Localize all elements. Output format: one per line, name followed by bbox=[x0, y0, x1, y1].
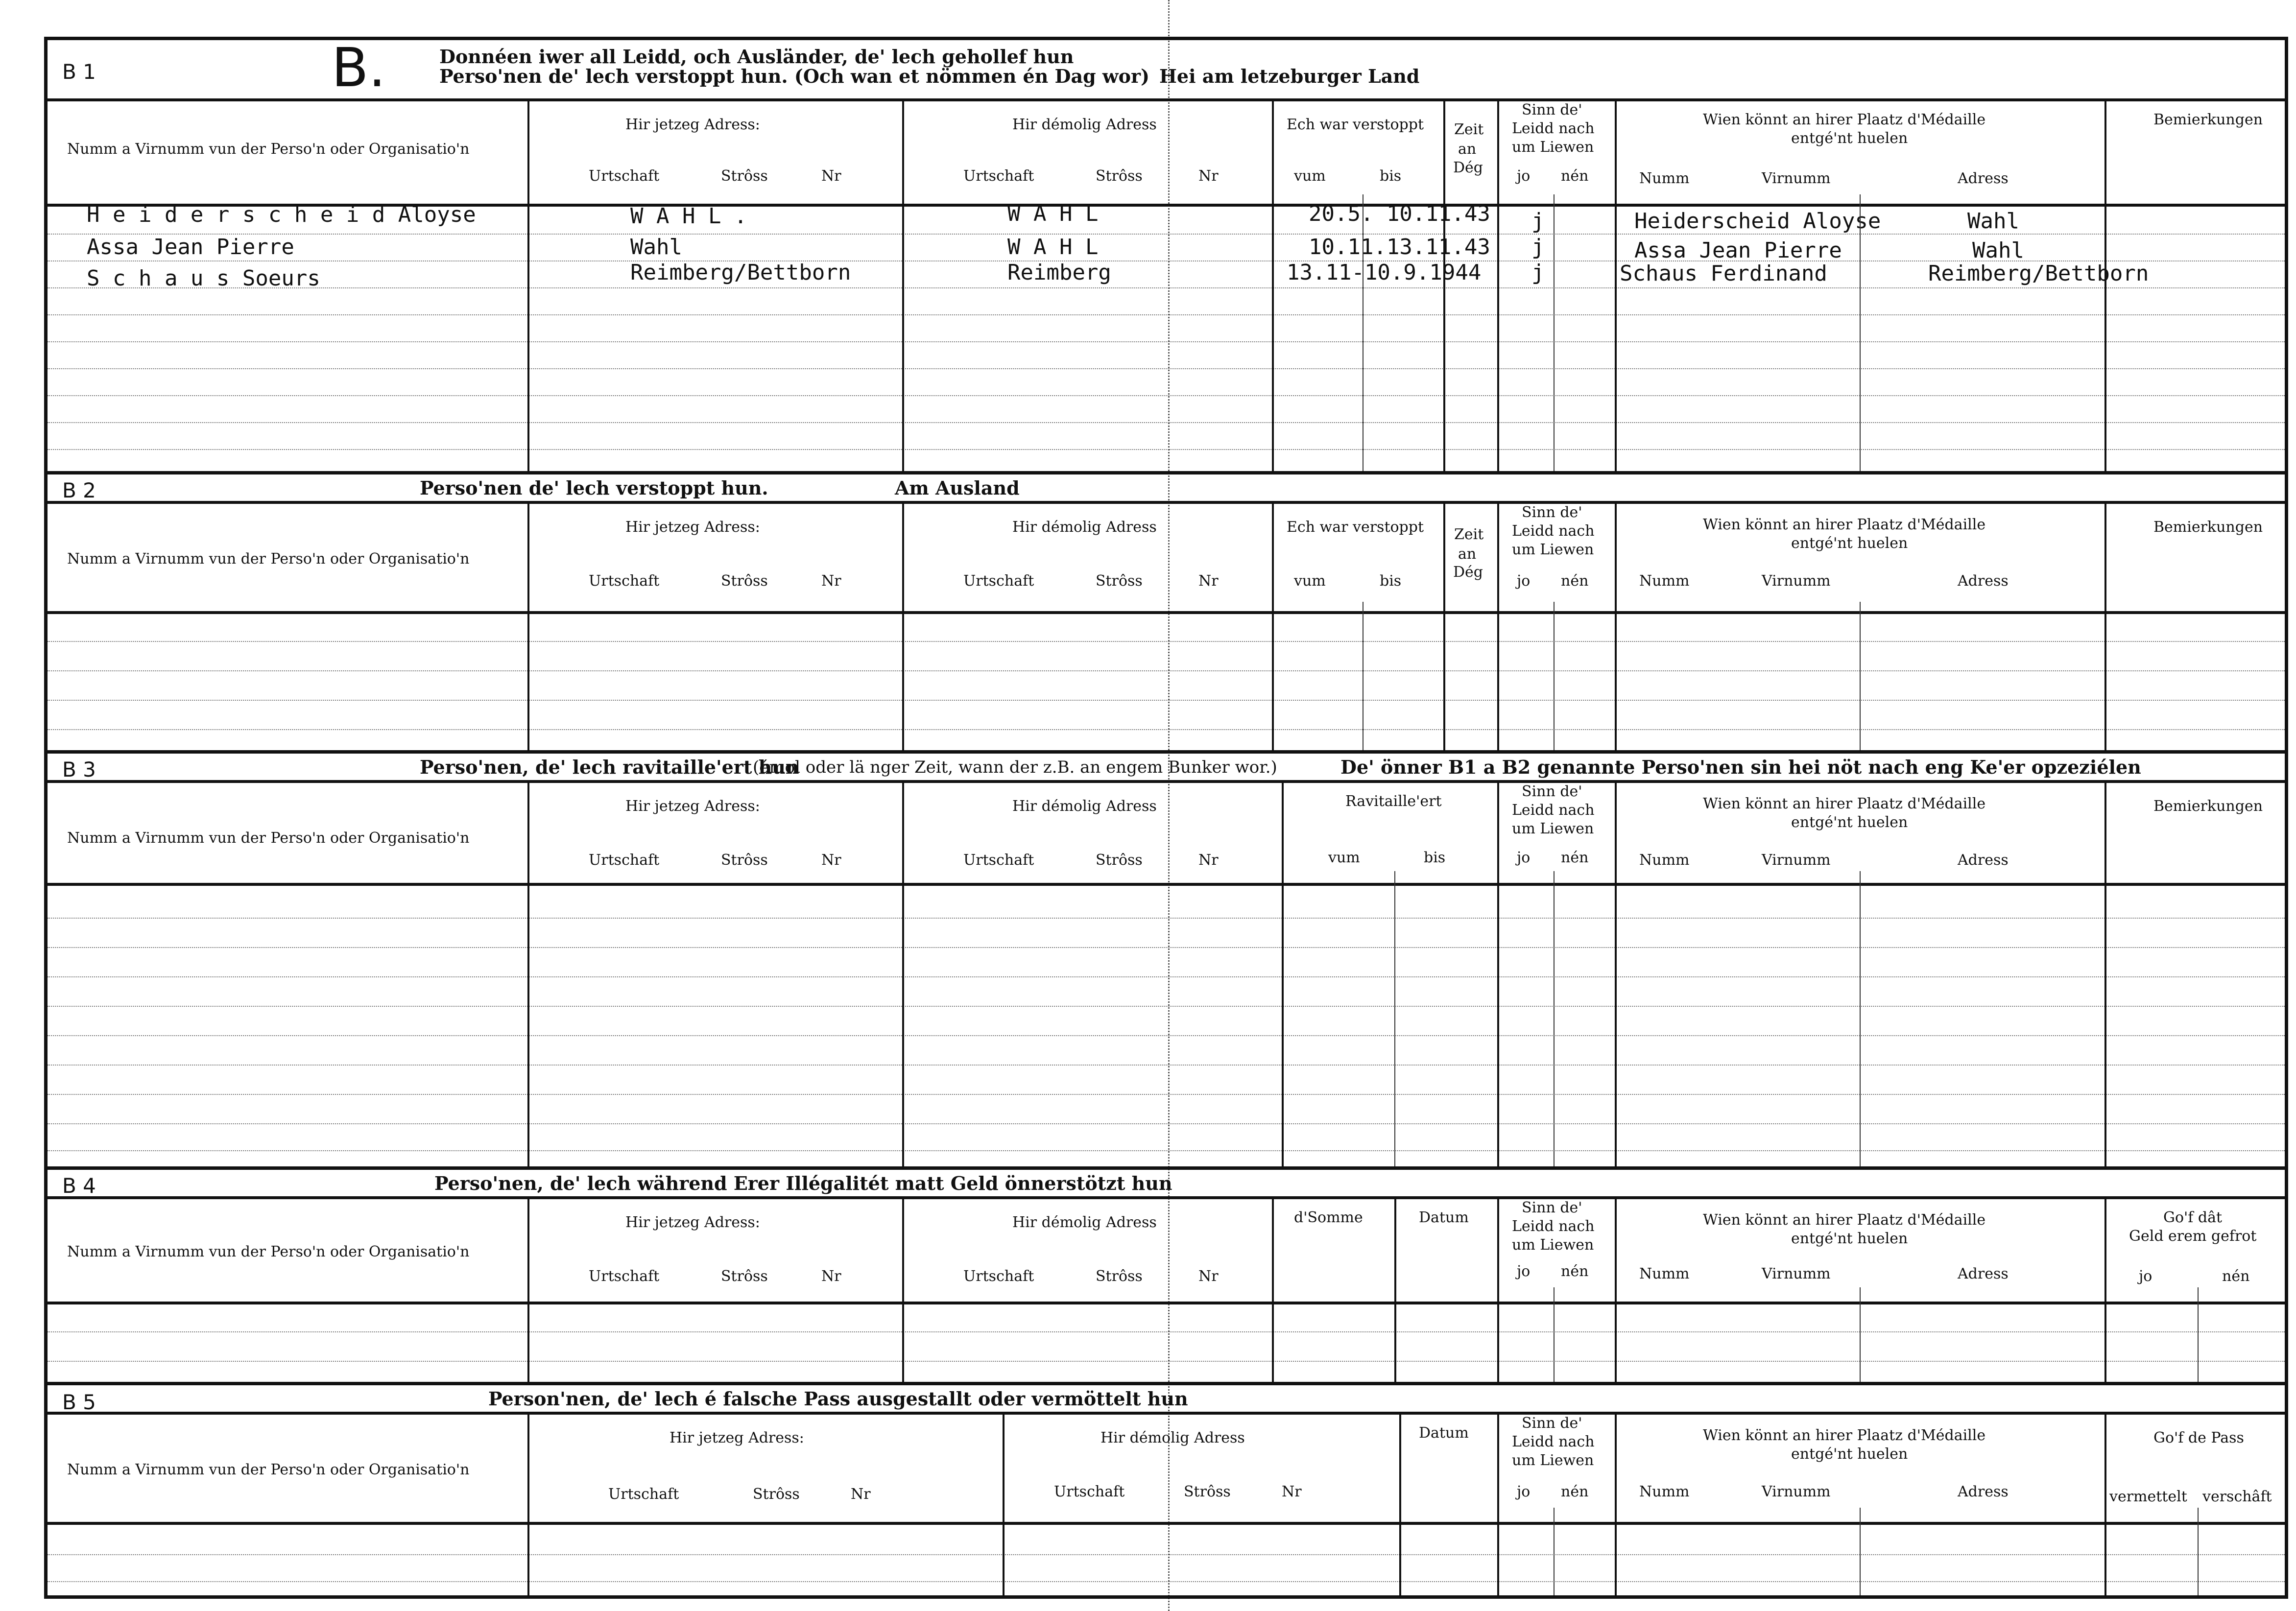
column-divider bbox=[1554, 1287, 1555, 1382]
header-nen: nén bbox=[1561, 849, 1589, 866]
header-sinn3: um Liewen bbox=[1512, 820, 1594, 837]
header-sinn2: Leidd nach bbox=[1512, 802, 1595, 819]
header-zeit-an: an bbox=[1458, 545, 1477, 563]
header-nr: Nr bbox=[1198, 852, 1219, 869]
header-stross: Strôss bbox=[1096, 572, 1143, 590]
header-numm: Numm bbox=[1639, 572, 1690, 590]
column-header-row bbox=[48, 1415, 2285, 1525]
header-nr: Nr bbox=[1198, 572, 1219, 590]
header-nr: Nr bbox=[821, 1268, 841, 1285]
header-sinn2: Leidd nach bbox=[1512, 1433, 1595, 1450]
column-divider bbox=[527, 1199, 529, 1382]
former-address: W A H L bbox=[1007, 235, 1099, 260]
header-former-address: Hir démolig Adress bbox=[1012, 116, 1157, 133]
row-line bbox=[48, 1581, 2285, 1582]
header-zeit-an: an bbox=[1458, 141, 1477, 158]
header-urtschaft: Urtschaft bbox=[589, 167, 660, 185]
section-b5 bbox=[48, 1382, 2285, 1595]
header-adress: Adress bbox=[1958, 572, 2009, 590]
header-nen: nén bbox=[2222, 1268, 2250, 1285]
section-b2 bbox=[48, 471, 2285, 750]
row-line bbox=[48, 670, 2285, 671]
medal-address: Wahl bbox=[1972, 238, 2024, 263]
header-zeit: Zeit bbox=[1454, 121, 1484, 138]
column-divider bbox=[2105, 1199, 2106, 1382]
row-line bbox=[48, 729, 2285, 730]
column-header-row bbox=[48, 504, 2285, 614]
header-urtschaft: Urtschaft bbox=[589, 572, 660, 590]
header-current-address: Hir jetzeg Adress: bbox=[625, 1214, 760, 1231]
header-numm: Numm bbox=[1639, 170, 1690, 187]
registration-form bbox=[44, 37, 2288, 1599]
column-divider bbox=[1860, 871, 1861, 1166]
header-vermettelt: vermettelt bbox=[2109, 1488, 2187, 1505]
column-divider bbox=[1615, 783, 1617, 1166]
header-verschaft: verschâft bbox=[2202, 1488, 2272, 1505]
header-adress: Adress bbox=[1958, 852, 2009, 869]
column-divider bbox=[1497, 504, 1499, 750]
header-numm: Numm bbox=[1639, 1265, 1690, 1282]
column-divider bbox=[2198, 1508, 2199, 1595]
header-jo: jo bbox=[1517, 849, 1531, 866]
column-divider bbox=[1272, 1199, 1274, 1382]
column-divider bbox=[2198, 1287, 2199, 1382]
form-letter: B. bbox=[332, 36, 386, 99]
column-divider bbox=[1554, 871, 1555, 1166]
header-current-address: Hir jetzeg Adress: bbox=[625, 116, 760, 133]
header-former-address: Hir démolig Adress bbox=[1012, 519, 1157, 536]
column-divider bbox=[2105, 1415, 2106, 1595]
header-current-address: Hir jetzeg Adress: bbox=[625, 798, 760, 815]
column-divider bbox=[527, 101, 529, 471]
column-divider bbox=[1497, 1415, 1499, 1595]
header-nr: Nr bbox=[821, 572, 841, 590]
header-datum: Datum bbox=[1419, 1209, 1469, 1226]
header-stross: Strôss bbox=[753, 1486, 800, 1503]
medal-address: Wahl bbox=[1967, 209, 2019, 234]
header-sinn2: Leidd nach bbox=[1512, 522, 1595, 540]
header-sinn1: Sinn de' bbox=[1522, 1415, 1582, 1432]
header-former-address: Hir démolig Adress bbox=[1012, 1214, 1157, 1231]
header-somme: d'Somme bbox=[1294, 1209, 1363, 1226]
header-urtschaft: Urtschaft bbox=[608, 1486, 679, 1503]
header-nr: Nr bbox=[1198, 1268, 1219, 1285]
header-adress: Adress bbox=[1958, 1265, 2009, 1282]
header-nen: nén bbox=[1561, 572, 1589, 590]
section-code: B 5 bbox=[62, 1390, 96, 1414]
header-nen: nén bbox=[1561, 1263, 1589, 1280]
person-name: S c h a u s Soeurs bbox=[87, 266, 320, 291]
header-medal1: Wien könnt an hirer Plaatz d'Médaille bbox=[1703, 1211, 1986, 1229]
header-medal2: entgé'nt huelen bbox=[1791, 130, 1908, 147]
header-medal1: Wien könnt an hirer Plaatz d'Médaille bbox=[1703, 1427, 1986, 1444]
header-bemierkungen: Bemierkungen bbox=[2153, 111, 2263, 128]
column-divider bbox=[1394, 871, 1395, 1166]
row-line bbox=[48, 918, 2285, 919]
header-adress: Adress bbox=[1958, 170, 2009, 187]
header-nr: Nr bbox=[1282, 1483, 1302, 1500]
row-line bbox=[48, 947, 2285, 948]
section-title-suffix: Hei am letzeburger Land bbox=[1159, 65, 1420, 87]
header-virnumm: Virnumm bbox=[1762, 572, 1831, 590]
section-title: Perso'nen, de' lech ravitaille'ert hun bbox=[420, 756, 799, 778]
row-line bbox=[48, 287, 2285, 288]
alive-yes: j bbox=[1531, 209, 1545, 234]
column-divider bbox=[1443, 504, 1445, 750]
section-title-suffix: Am Ausland bbox=[895, 477, 1020, 499]
row-line bbox=[48, 1331, 2285, 1332]
header-ravitailleert: Ravitaille'ert bbox=[1345, 793, 1442, 810]
header-name: Numm a Virnumm vun der Perso'n oder Organisatio'n bbox=[67, 829, 470, 847]
section-title: Perso'nen, de' lech während Erer Illégalitét matt Geld önnerstötzt hun bbox=[434, 1172, 1172, 1194]
section-title-suffix: De' önner B1 a B2 genannte Perso'nen sin hei nöt nach eng Ke'er opzeziélen bbox=[1340, 756, 2141, 778]
column-divider bbox=[1003, 1415, 1004, 1595]
section-b4-header bbox=[48, 1170, 2285, 1199]
header-zeit-deg: Dég bbox=[1453, 564, 1483, 581]
row-line bbox=[48, 976, 2285, 977]
header-name: Numm a Virnumm vun der Perso'n oder Organisatio'n bbox=[67, 1243, 470, 1260]
header-medal2: entgé'nt huelen bbox=[1791, 1445, 1908, 1463]
header-bemierkungen: Bemierkungen bbox=[2153, 798, 2263, 815]
header-gof-geld2: Geld erem gefrot bbox=[2129, 1228, 2257, 1245]
row-line bbox=[48, 1554, 2285, 1555]
section-title: Perso'nen de' lech verstoppt hun. bbox=[420, 477, 768, 499]
former-address: Reimberg bbox=[1007, 260, 1111, 285]
header-sinn3: um Liewen bbox=[1512, 1236, 1594, 1254]
former-address: W A H L bbox=[1007, 201, 1099, 226]
header-vum: vum bbox=[1328, 849, 1360, 866]
column-header-row bbox=[48, 783, 2285, 886]
header-urtschaft: Urtschaft bbox=[589, 852, 660, 869]
header-medal2: entgé'nt huelen bbox=[1791, 1230, 1908, 1247]
header-urtschaft: Urtschaft bbox=[963, 852, 1034, 869]
section-b3 bbox=[48, 750, 2285, 1166]
header-bemierkungen: Bemierkungen bbox=[2153, 519, 2263, 536]
header-numm: Numm bbox=[1639, 852, 1690, 869]
header-urtschaft: Urtschaft bbox=[1054, 1483, 1125, 1500]
column-divider bbox=[1860, 194, 1861, 471]
header-jo: jo bbox=[1517, 572, 1531, 590]
row-line bbox=[48, 1035, 2285, 1036]
column-divider bbox=[1615, 101, 1617, 471]
column-divider bbox=[2105, 783, 2106, 1166]
column-divider bbox=[1615, 1199, 1617, 1382]
column-divider bbox=[902, 783, 904, 1166]
header-zeit-deg: Dég bbox=[1453, 159, 1483, 176]
column-divider bbox=[1272, 504, 1274, 750]
medal-recipient: Assa Jean Pierre bbox=[1634, 238, 1842, 263]
header-medal1: Wien könnt an hirer Plaatz d'Médaille bbox=[1703, 111, 1986, 128]
column-divider bbox=[1860, 1508, 1861, 1595]
header-stross: Strôss bbox=[721, 167, 768, 185]
header-vum: vum bbox=[1294, 572, 1326, 590]
header-stross: Strôss bbox=[1096, 167, 1143, 185]
header-sinn2: Leidd nach bbox=[1512, 120, 1595, 137]
header-name: Numm a Virnumm vun der Perso'n oder Organisatio'n bbox=[67, 141, 470, 158]
header-medal1: Wien könnt an hirer Plaatz d'Médaille bbox=[1703, 516, 1986, 533]
header-current-address: Hir jetzeg Adress: bbox=[670, 1429, 804, 1446]
column-divider bbox=[1860, 602, 1861, 750]
header-numm: Numm bbox=[1639, 1483, 1690, 1500]
header-stross: Strôss bbox=[721, 572, 768, 590]
section-b2-header bbox=[48, 474, 2285, 504]
header-jo: jo bbox=[1517, 1263, 1531, 1280]
row-line bbox=[48, 1150, 2285, 1151]
header-sinn1: Sinn de' bbox=[1522, 101, 1582, 118]
section-b1 bbox=[48, 36, 2285, 471]
section-title-paren: (émol oder lä nger Zeit, wann der z.B. an engem Bunker wor.) bbox=[753, 758, 1277, 777]
person-name: H e i d e r s c h e i d Aloyse bbox=[87, 202, 476, 227]
header-stross: Strôss bbox=[1096, 852, 1143, 869]
row-line bbox=[48, 1006, 2285, 1007]
column-header-row bbox=[48, 1199, 2285, 1304]
header-current-address: Hir jetzeg Adress: bbox=[625, 519, 760, 536]
current-address: W A H L . bbox=[630, 204, 747, 229]
section-title-line1: Donnéen iwer all Leidd, och Ausländer, de' lech gehollef hun bbox=[439, 46, 1074, 68]
header-sinn1: Sinn de' bbox=[1522, 504, 1582, 521]
column-divider bbox=[1394, 1199, 1396, 1382]
row-line bbox=[48, 700, 2285, 701]
header-medal2: entgé'nt huelen bbox=[1791, 535, 1908, 552]
header-stross: Strôss bbox=[721, 1268, 768, 1285]
row-line bbox=[48, 1123, 2285, 1124]
header-nr: Nr bbox=[821, 852, 841, 869]
header-medal2: entgé'nt huelen bbox=[1791, 814, 1908, 831]
column-divider bbox=[527, 1415, 529, 1595]
row-line bbox=[48, 341, 2285, 342]
header-bis: bis bbox=[1380, 572, 1402, 590]
column-divider bbox=[1282, 783, 1284, 1166]
row-line bbox=[48, 449, 2285, 450]
section-code: B 3 bbox=[62, 758, 96, 782]
header-jo: jo bbox=[1517, 1483, 1531, 1500]
header-bis: bis bbox=[1424, 849, 1446, 866]
section-b4 bbox=[48, 1166, 2285, 1382]
section-code: B 1 bbox=[62, 60, 96, 84]
column-divider bbox=[902, 504, 904, 750]
column-divider bbox=[1554, 194, 1555, 471]
header-sinn3: um Liewen bbox=[1512, 1452, 1594, 1469]
header-nr: Nr bbox=[1198, 167, 1219, 185]
row-line bbox=[48, 395, 2285, 396]
section-b3-header bbox=[48, 754, 2285, 783]
header-stross: Strôss bbox=[1096, 1268, 1143, 1285]
header-name: Numm a Virnumm vun der Perso'n oder Organisatio'n bbox=[67, 1461, 470, 1478]
current-address: Reimberg/Bettborn bbox=[630, 260, 851, 285]
column-divider bbox=[902, 1199, 904, 1382]
alive-yes: j bbox=[1531, 260, 1545, 285]
person-name: Assa Jean Pierre bbox=[87, 235, 294, 260]
header-datum: Datum bbox=[1419, 1424, 1469, 1442]
row-line bbox=[48, 1361, 2285, 1362]
header-gof-pass: Go'f de Pass bbox=[2153, 1429, 2244, 1446]
header-former-address: Hir démolig Adress bbox=[1012, 798, 1157, 815]
column-divider bbox=[1860, 1287, 1861, 1382]
medal-recipient: Heiderscheid Aloyse bbox=[1634, 209, 1881, 234]
column-divider bbox=[1615, 504, 1617, 750]
section-code: B 2 bbox=[62, 478, 96, 502]
header-name: Numm a Virnumm vun der Perso'n oder Organisatio'n bbox=[67, 550, 470, 568]
row-line bbox=[48, 1065, 2285, 1066]
column-divider bbox=[527, 783, 529, 1166]
header-sinn1: Sinn de' bbox=[1522, 1199, 1582, 1216]
header-virnumm: Virnumm bbox=[1762, 1483, 1831, 1500]
section-title-line2: Perso'nen de' lech verstoppt hun. (Och wan et nömmen én Dag wor) bbox=[439, 65, 1149, 87]
section-title: Person'nen, de' lech é falsche Pass ausgestallt oder vermöttelt hun bbox=[488, 1388, 1188, 1410]
column-header-row bbox=[48, 101, 2285, 207]
medal-recipient: Schaus Ferdinand bbox=[1620, 261, 1827, 286]
current-address: Wahl bbox=[630, 235, 682, 260]
row-line bbox=[48, 314, 2285, 315]
header-urtschaft: Urtschaft bbox=[589, 1268, 660, 1285]
column-divider bbox=[1497, 101, 1499, 471]
section-code: B 4 bbox=[62, 1174, 96, 1198]
column-divider bbox=[1554, 1508, 1555, 1595]
column-divider bbox=[1399, 1415, 1401, 1595]
header-zeit: Zeit bbox=[1454, 526, 1484, 543]
alive-yes: j bbox=[1531, 235, 1545, 260]
section-b5-header bbox=[48, 1385, 2285, 1415]
column-divider bbox=[1272, 101, 1274, 471]
header-virnumm: Virnumm bbox=[1762, 170, 1831, 187]
header-vum: vum bbox=[1294, 167, 1326, 185]
header-nen: nén bbox=[1561, 1483, 1589, 1500]
hidden-dates: 13.11-10.9.1944 bbox=[1287, 260, 1482, 285]
header-sinn2: Leidd nach bbox=[1512, 1218, 1595, 1235]
header-adress: Adress bbox=[1958, 1483, 2009, 1500]
column-divider bbox=[1497, 1199, 1499, 1382]
header-urtschaft: Urtschaft bbox=[963, 1268, 1034, 1285]
row-line bbox=[48, 1094, 2285, 1095]
header-bis: bis bbox=[1380, 167, 1402, 185]
header-nen: nén bbox=[1561, 167, 1589, 185]
column-divider bbox=[1554, 602, 1555, 750]
header-former-address: Hir démolig Adress bbox=[1100, 1429, 1245, 1446]
hidden-dates: 20.5. 10.11.43 bbox=[1309, 201, 1490, 226]
column-divider bbox=[1497, 783, 1499, 1166]
header-jo: jo bbox=[1517, 167, 1531, 185]
header-stross: Strôss bbox=[1184, 1483, 1231, 1500]
header-virnumm: Virnumm bbox=[1762, 852, 1831, 869]
header-virnumm: Virnumm bbox=[1762, 1265, 1831, 1282]
header-stross: Strôss bbox=[721, 852, 768, 869]
header-urtschaft: Urtschaft bbox=[963, 167, 1034, 185]
section-b1-header bbox=[48, 36, 2285, 101]
header-sinn3: um Liewen bbox=[1512, 139, 1594, 156]
medal-address: Reimberg/Bettborn bbox=[1928, 261, 2149, 286]
header-hidden: Ech war verstoppt bbox=[1287, 519, 1424, 536]
hidden-dates: 10.11.13.11.43 bbox=[1309, 235, 1490, 260]
header-jo: jo bbox=[2139, 1268, 2152, 1285]
header-sinn1: Sinn de' bbox=[1522, 783, 1582, 800]
column-divider bbox=[902, 101, 904, 471]
header-nr: Nr bbox=[821, 167, 841, 185]
row-line bbox=[48, 641, 2285, 642]
column-divider bbox=[2105, 504, 2106, 750]
column-divider bbox=[1615, 1415, 1617, 1595]
header-hidden: Ech war verstoppt bbox=[1287, 116, 1424, 133]
column-divider bbox=[2105, 101, 2106, 471]
header-sinn3: um Liewen bbox=[1512, 541, 1594, 558]
column-divider bbox=[1443, 101, 1445, 471]
column-divider bbox=[527, 504, 529, 750]
row-line bbox=[48, 234, 2285, 235]
header-medal1: Wien könnt an hirer Plaatz d'Médaille bbox=[1703, 795, 1986, 812]
row-line bbox=[48, 422, 2285, 423]
row-line bbox=[48, 368, 2285, 369]
header-gof-geld1: Go'f dât bbox=[2163, 1209, 2223, 1226]
header-urtschaft: Urtschaft bbox=[963, 572, 1034, 590]
header-nr: Nr bbox=[851, 1486, 871, 1503]
